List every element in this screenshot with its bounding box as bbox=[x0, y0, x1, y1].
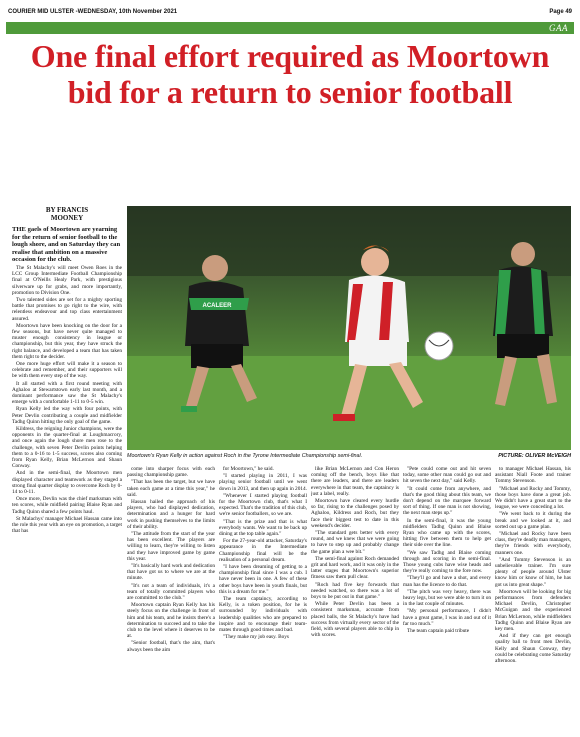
article-paragraph: In the semi-final, it was the young midfielders Tadhg Quinn and Blaise Ryan who came up with the scores, hitting five between them to help get their side over the line. bbox=[403, 517, 491, 549]
article-paragraph: "That has been the target, but we have taken each game at a time this year," he said. bbox=[127, 479, 215, 498]
article-paragraph: "I started playing in 2011, I was playing senior football until we went down in 2013, and then up again in 2014. bbox=[219, 473, 307, 492]
article-paragraph: St Malachys' manager Michael Hassan came into the role this year with an eye on promotion, a target that has bbox=[12, 515, 122, 535]
article-column-3 bbox=[219, 466, 307, 728]
article-paragraph: "The attitude from the start of the year has been excellent. The players are willing to learn, they're willing to listen and they have improved game by game this year. bbox=[127, 531, 215, 562]
page-number: Page 49 bbox=[549, 9, 572, 15]
article-paragraph: It all started with a first round meeting with Aghaloo at Stewartstown early last month, and a dominant performance saw the St Malachy's emerge with a comfortable 1-11 to 0-5 win. bbox=[12, 380, 122, 406]
article-paragraph: "The standard gets better with every round, and we knew that we were going to have to step up and probably change the game plan a wee bit." bbox=[311, 530, 399, 555]
article-paragraph: to manager Michael Hassan, his assistant Niall Foote and trainer Tommy Stevenson. bbox=[495, 466, 571, 485]
match-photo-illustration bbox=[127, 206, 571, 450]
article-paragraph: "We saw Tadhg and Blaise coming through and scoring in the semi-final. Those young cubs have wise heads and they're really coming to the fore now. bbox=[403, 549, 491, 575]
article-paragraph: The team captaincy, according to Kelly, is a token position, for he is surrounded by individuals with leadership qualities who are prepared to inspire and to encourage their team-mates through good times and bad. bbox=[219, 596, 307, 634]
masthead bbox=[8, 7, 572, 19]
article-paragraph: While Peter Devlin has been a consistent marksman, accurate from placed balls, the St Malachy's have had success from virtually every sector of the field, with several players able to chip in with scores. bbox=[311, 601, 399, 639]
article-paragraph: Moortown will be looking for big performances from defenders Michael Devlin, Christopher McGuigan and the experienced Brian McLernon, while midfielders Tadhg Quinn and Blaise Ryan are key men. bbox=[495, 588, 571, 633]
photo-caption: Moortown's Ryan Kelly in action against Roch in the Tyrone Intermediate Championship semi-final. bbox=[127, 453, 363, 459]
article-paragraph: "That is the prize and that is what everybody wants. We want to be back up dining at the top table again." bbox=[219, 518, 307, 538]
article-paragraph: "We went back to it during the break and we looked at it, and sorted out up a game plan. bbox=[495, 511, 571, 530]
article-paragraph: for Moortown," he said. bbox=[223, 466, 274, 472]
jersey-sponsor: ACALEER bbox=[202, 303, 232, 309]
article-paragraph: THE gaels of Moortown are yearning for the return of senior football to the lough shore, and on Saturday they can realise that ambition on a massive occasion for the club. bbox=[12, 226, 121, 264]
article-paragraph: "Michael and Rocky and Tommy, those boys have done a great job. We didn't have a great start to the league, we were conceding a lot. bbox=[495, 485, 571, 511]
article-column-2 bbox=[127, 466, 215, 728]
article-paragraph: Moortown have been knocking on the door for a few seasons, but have never quite managed to muster enough consistency in league or championship, but this year, they have struck the right balance, and developed a team that has taken them right to the decider. bbox=[12, 322, 122, 360]
article-paragraph: "Senior football, that's the aim, that's always been the aim bbox=[127, 640, 215, 653]
section-label: GAA bbox=[549, 23, 568, 33]
article-paragraph: For the 27-year-old attacker, Saturday's appearance in the Intermediate Championship final will be the realisation of a personal dream. bbox=[219, 538, 307, 563]
article-column-5 bbox=[403, 466, 491, 728]
article-paragraph: "Whenever I started playing football for the Moortown club, that's what I expected. That's the tradition of this club, we're senior footballers, so we are. bbox=[219, 492, 307, 518]
article-paragraph: Moortown captain Ryan Kelly has his steely focus on the challenge in front of him and his team, and he insists there's a determination to succeed and to take the club to the level where it deserves to be at. bbox=[127, 602, 215, 640]
headline: One final effort required as Moortown bid for a return to senior football bbox=[30, 38, 550, 110]
byline bbox=[12, 206, 122, 222]
article-paragraph: The team captain paid tribute bbox=[407, 628, 470, 635]
byline-by: BY FRANCIS bbox=[45, 206, 89, 214]
article-paragraph: "It could come from anywhere, and that's the good thing about this team, we don't depend on the marquee forward sort of thing. If one man is not showing, the next man steps up." bbox=[403, 485, 491, 517]
photo-credit: PICTURE: OLIVER McVEIGH bbox=[498, 453, 571, 459]
article-paragraph: The semi-final against Roch demanded grit and hard work, and it was only in the latter stages that Moortown's superior fitness saw them pull clear. bbox=[311, 555, 399, 581]
article-paragraph: Ryan Kelly led the way with four points, with Peter Devlin contributing a couple and midfielder Tadhg Quinn hitting the only goal of the game. bbox=[12, 406, 122, 425]
article-paragraph: Two talented sides are set for a mighty sporting battle that promises to go right to the wire, with relentless endeavour and top class entertainment assured. bbox=[12, 296, 122, 322]
article-paragraph: "It's not a team of individuals, it's a team of totally committed players who are committed to the club." bbox=[127, 582, 215, 602]
masthead-paper-date: COURIER MID ULSTER -WEDNESDAY, 10th November 2021 bbox=[8, 9, 178, 15]
article-paragraph: Hassan hailed the approach of his players, who had displayed dedication, determination and a hunger for hard work in pushing themselves to the limits of their ability. bbox=[127, 499, 215, 530]
article-column-1 bbox=[12, 226, 122, 726]
article-paragraph: Moortown have cleared every hurdle so far, rising to the challenges posed by Aghaloo, Kildress and Roch, but they face their biggest test to date in this weekend's decider. bbox=[311, 498, 399, 529]
article-paragraph: "I have been dreaming of getting to a championship final since I was a cub. I have never been in one. A few of these other boys have been in youth finals, but this is a dream for me." bbox=[219, 564, 307, 595]
article-paragraph: The St Malachy's will meet Owen Roes in the LCC Group Intermediate Football Championship final at O'Neills Healy Park, with prestigious silverware up for grabs, and more importantly, promotion to Division One. bbox=[12, 264, 122, 296]
article-column-6 bbox=[495, 466, 571, 728]
article-paragraph: "Michael and Rocky have been class, they're deadly man managers, they're friends with everybody, manners one. bbox=[495, 531, 571, 556]
article-paragraph: "It's basically hard work and dedication that have got us to where we are at the minute. bbox=[127, 563, 215, 582]
article-paragraph: And in the semi-final, the Moortown men displayed character and teamwork as they staged a strong final quarter display to overcome Roch by 0-14 to 0-11. bbox=[12, 470, 122, 496]
match-photo bbox=[127, 206, 571, 450]
article-paragraph: "They'll go and have a shot, and every man has the licence to do that. bbox=[403, 575, 491, 588]
byline-name: MOONEY bbox=[50, 214, 84, 222]
article-paragraph: "Pete could come out and hit seven today, some other man could go out and hit seven the next day," said Kelly. bbox=[403, 466, 491, 485]
article-paragraph: "My personal performance, I didn't have a great game, I was in and out of it far too much." bbox=[403, 608, 491, 627]
article-paragraph: One more huge effort will make it a season to celebrate and remember, and their supporters will be with them every step of the way. bbox=[12, 361, 122, 380]
article-column-4 bbox=[311, 466, 399, 728]
article-paragraph: "They make my job easy. Boys bbox=[223, 634, 289, 641]
section-bar bbox=[6, 22, 574, 34]
article-paragraph: "And Tommy Stevenson is an unbelievable trainer. I'm sure plenty of people around Ulster know him or know of him, he has got us into great shape." bbox=[495, 556, 571, 588]
article-paragraph: "The pitch was very heavy, there was heavy legs, but we were able to turn it on in the last couple of minutes. bbox=[403, 588, 491, 608]
article-paragraph: like Brian McLernon and Con Heron coming off the bench, boys like that there are leaders, and there are leaders everywhere in that team, the captaincy is just a label, really. bbox=[311, 466, 399, 497]
article-paragraph: Kildress, the reigning Junior champions, were the opponents in the quarter-final at Loughmacrory, and once again the lough shore men rose to the challenge, with seven Peter Devlin points helping them to a 0-16 to 1-5 success, scores also coming from Ryan Kelly, Brian McLernon and Shaun Conway. bbox=[12, 426, 122, 470]
photo-caption-row bbox=[127, 452, 571, 462]
article-paragraph: come into sharper focus with each passing championship game. bbox=[127, 466, 215, 479]
article-paragraph: And if they can get enough quality ball to front men Devlin, Kelly and Shaun Conway, they could be celebrating come Saturday afternoon. bbox=[495, 633, 571, 665]
article-paragraph: "Roch had five key forwards that needed watched, so there was a lot of boys to be put out in that game." bbox=[311, 581, 399, 601]
article-paragraph: Once more, Devlin was the chief marksman with ten scores, while midfield pairing Blaise Ryan and Tadhg Quinn shared a few points haul. bbox=[12, 496, 122, 515]
